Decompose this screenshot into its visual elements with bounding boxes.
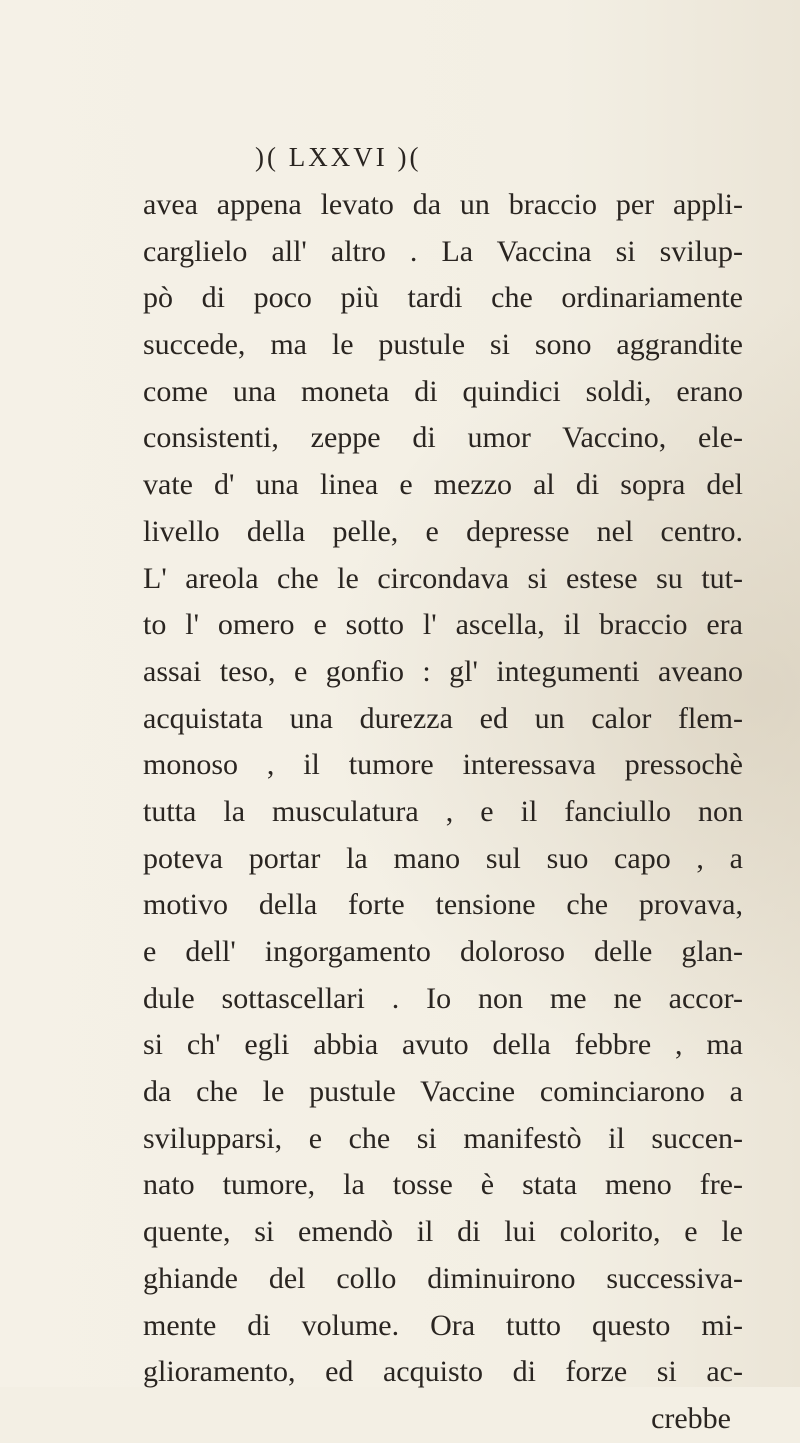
- text-line: acquistata una durezza ed un calor flem-: [143, 701, 743, 735]
- text-line: avea appena levato da un braccio per appli-: [143, 188, 743, 221]
- text-line: vate d' una linea e mezzo al di sopra del: [143, 468, 743, 502]
- text-line: livello della pelle, e depresse nel centro.: [143, 514, 743, 548]
- text-line: poteva portar la mano sul suo capo , a: [143, 841, 743, 875]
- text-line: come una moneta di quindici soldi, erano: [143, 374, 743, 408]
- text-line: L' areola che le circondava si estese su tut-: [143, 561, 743, 595]
- text-line: svilupparsi, e che si manifestò il succen-: [143, 1121, 743, 1155]
- body-text: [143, 182, 743, 1443]
- text-line: tutta la musculatura , e il fanciullo non: [143, 794, 743, 828]
- catchword: crebbe: [651, 1401, 731, 1435]
- text-line: e dell' ingorgamento doloroso delle glan-: [143, 935, 743, 968]
- text-line: dule sottascellari . Io non me ne accor-: [143, 981, 743, 1015]
- text-line: carglielo all' altro . La Vaccina si svilup-: [143, 234, 743, 268]
- text-line: si ch' egli abbia avuto della febbre , ma: [143, 1028, 743, 1062]
- text-line: pò di poco più tardi che ordinariamente: [143, 281, 743, 315]
- text-line: da che le pustule Vaccine cominciarono a: [143, 1075, 743, 1109]
- text-line: glioramento, ed acquisto di forze si ac-: [143, 1355, 743, 1389]
- text-line: assai teso, e gonfio : gl' integumenti aveano: [143, 654, 743, 688]
- text-line: mente di volume. Ora tutto questo mi-: [143, 1308, 743, 1342]
- text-line: motivo della forte tensione che provava,: [143, 888, 743, 922]
- text-line: ghiande del collo diminuirono successiva-: [143, 1261, 743, 1295]
- text-line: consistenti, zeppe di umor Vaccino, ele-: [143, 421, 743, 455]
- text-line: monoso , il tumore interessava pressochè: [143, 748, 743, 782]
- text-line: quente, si emendò il di lui colorito, e le: [143, 1215, 743, 1249]
- running-head: )( LXXVI )(: [255, 142, 422, 172]
- text-line: nato tumore, la tosse è stata meno fre-: [143, 1168, 743, 1202]
- text-line: to l' omero e sotto l' ascella, il braccio era: [143, 608, 743, 642]
- text-line: succede, ma le pustule si sono aggrandite: [143, 328, 743, 362]
